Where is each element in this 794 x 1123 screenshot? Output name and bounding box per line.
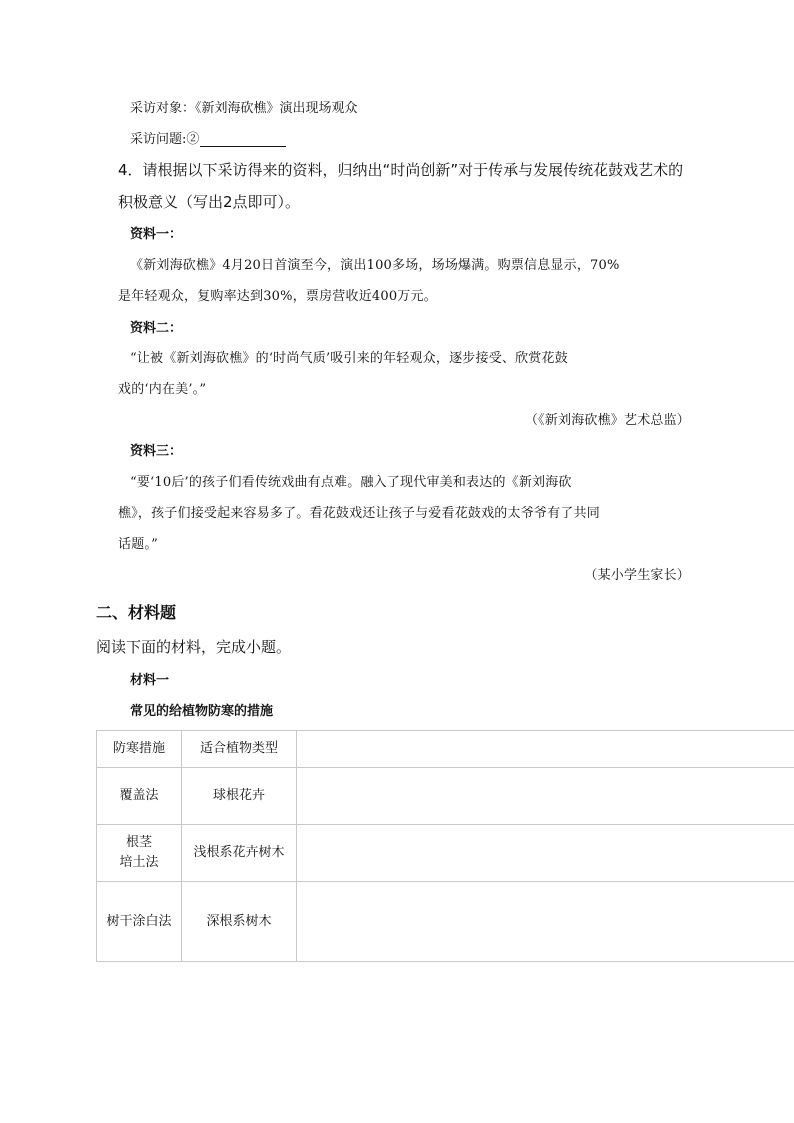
material3-source: （某小学生家长）	[584, 568, 690, 583]
section-instruction: 阅读下面的材料，完成小题。	[96, 638, 292, 656]
material-label: 材料一	[130, 673, 170, 688]
material3-line1: “要‘10后’的孩子们看传统戏曲有点难。融入了现代审美和表达的《新刘海砍	[130, 475, 572, 490]
interview-target-label: 采访对象：	[130, 101, 196, 116]
table-cell-measure	[97, 825, 182, 882]
question4-line2: 积极意义（写出2点即可）。	[118, 193, 301, 211]
table-cell-measure: 覆盖法	[97, 768, 182, 825]
table-cell-measure-line2: 培土法	[119, 855, 159, 870]
material3-title: 资料三：	[130, 444, 183, 459]
table-cell-plants: 球根花卉	[182, 768, 297, 825]
material1-line2: 是年轻观众，复购率达到30%，票房营收近400万元。	[118, 289, 437, 304]
material2-line2: 戏的‘内在美’。”	[118, 382, 207, 397]
cold-protection-table	[96, 730, 794, 962]
interview-question-label: 采访问题:②	[130, 132, 200, 147]
table-empty-cell	[297, 768, 794, 825]
table-header-measure: 防寒措施	[97, 731, 182, 768]
table-header-plants: 适合植物类型	[182, 731, 297, 768]
answer-blank[interactable]	[200, 132, 286, 147]
question4-line1: 4．请根据以下采访得来的资料，归纳出“时尚创新”对于传承与发展传统花鼓戏艺术的	[118, 161, 684, 179]
material3-line2: 樵》，孩子们接受起来容易多了。看花鼓戏还让孩子与爱看花鼓戏的太爷爷有了共同	[118, 506, 600, 521]
table-title: 常见的给植物防寒的措施	[130, 704, 274, 719]
table-cell-plants: 深根系树木	[182, 882, 297, 962]
table-cell-measure-line1: 根茎	[125, 835, 152, 850]
table-row	[97, 768, 794, 825]
material2-title: 资料二：	[130, 321, 183, 336]
material1-title: 资料一：	[130, 227, 183, 242]
material1-line1: 《新刘海砍樵》4月20日首演至今，演出100多场，场场爆满。购票信息显示，70%	[130, 258, 620, 273]
interview-question	[130, 128, 286, 147]
material2-source: （《新刘海砍樵》艺术总监）	[524, 413, 690, 428]
material3-line3: 话题。”	[118, 537, 158, 552]
section-heading: 二、材料题	[96, 603, 177, 622]
material2-line1: “让被《新刘海砍樵》的‘时尚气质’吸引来的年轻观众，逐步接受、欣赏花鼓	[130, 351, 568, 366]
table-empty-cell	[297, 825, 794, 882]
table-empty-cell	[297, 882, 794, 962]
table-row	[97, 825, 794, 882]
table-empty-cell	[297, 731, 794, 768]
table-header-row	[97, 731, 794, 768]
interview-target-value: 《新刘海砍樵》演出现场观众	[195, 101, 358, 116]
table-row	[97, 882, 794, 962]
interview-target	[130, 97, 358, 116]
table-cell-measure: 树干涂白法	[97, 882, 182, 962]
table-cell-plants: 浅根系花卉树木	[182, 825, 297, 882]
